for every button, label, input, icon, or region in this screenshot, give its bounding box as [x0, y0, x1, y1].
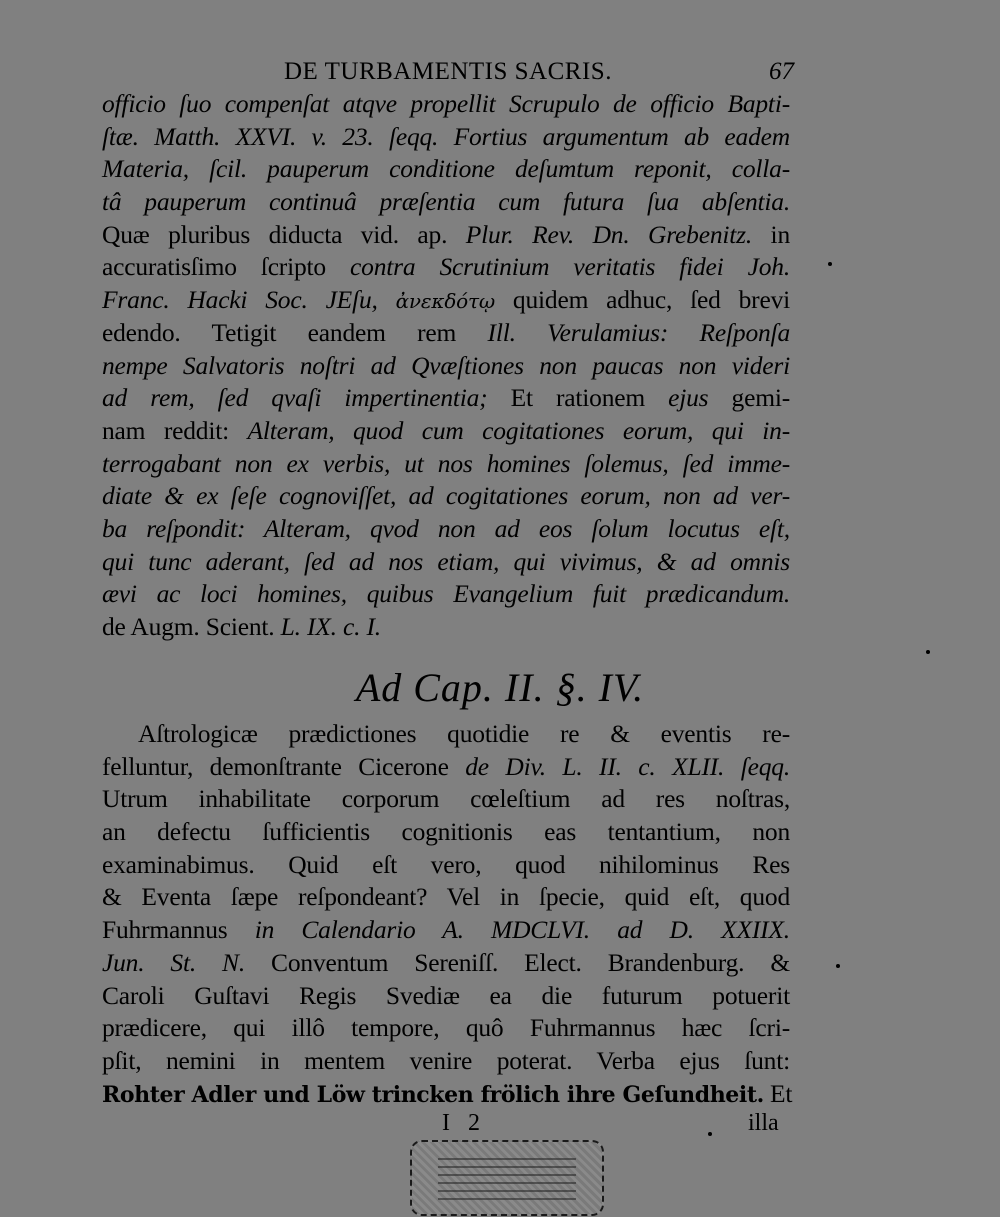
text-run: Plur. Rev. Dn. Grebenitz.: [465, 219, 753, 249]
text-run: nempe Salvatoris noſtri ad Qvæſtiones non paucas non videri: [102, 350, 790, 380]
text-line: [102, 914, 790, 947]
page-number: 67: [769, 58, 794, 85]
text-run: L. IX. c. I.: [280, 612, 381, 641]
text-run: in Calendario A. MDCLVI. ad D. XXIIX.: [254, 915, 790, 945]
text-line: [102, 947, 790, 980]
page-header: [100, 58, 800, 90]
text-line: [102, 448, 790, 481]
text-run: ejus: [668, 383, 709, 413]
section-heading: Ad Cap. II. §. IV.: [355, 665, 645, 710]
text-run: officio ſuo compenſat atqve propellit Scrupulo de officio Bapti-: [102, 89, 790, 118]
text-run: qui tunc aderant, ſed ad nos etiam, qui vivimus, & ad omnis: [102, 546, 790, 576]
text-run: Et rationem: [487, 383, 669, 413]
text-line: [102, 1078, 793, 1111]
text-run: Et: [763, 1078, 793, 1108]
text-run: Jun. St. N.: [102, 947, 246, 977]
text-line: [102, 881, 790, 914]
text-run: in: [752, 219, 790, 249]
text-run: Quæ pluribus diducta vid. ap.: [102, 219, 466, 249]
text-line: [102, 415, 790, 448]
text-line: [102, 480, 790, 513]
ink-speck: [708, 1132, 712, 1136]
text-line: [102, 88, 790, 121]
text-run: Fuhrmannus: [102, 915, 255, 945]
catchword: illa: [748, 1110, 779, 1136]
text-run: gemi-: [708, 383, 790, 413]
text-run: & Eventa ſæpe reſpondeant? Vel in ſpecie, quid eſt, quod: [102, 882, 790, 912]
text-run: pſit, nemini in mentem venire poterat. Verba ejus ſunt:: [102, 1045, 790, 1075]
text-line: [102, 513, 790, 546]
text-run: ἀνεκδότῳ: [395, 289, 495, 314]
text-run: terrogabant non ex verbis, ut nos homines ſolemus, ſed imme-: [102, 448, 790, 478]
ink-speck: [828, 262, 832, 266]
text-run: felluntur, demonſtrante Cicerone: [102, 751, 466, 781]
text-run: ævi ac loci homines, quibus Evangelium fuit prædicandum.: [102, 579, 790, 609]
text-line: [102, 121, 790, 154]
text-line: [102, 186, 790, 219]
text-line: [102, 382, 790, 415]
text-run: ſtæ. Matth. XXVI. v. 23. ſeqq. Fortius argumentum ab eadem: [102, 121, 790, 151]
text-line: [102, 219, 790, 252]
text-run: diate & ex ſeſe cognoviſſet, ad cogitationes eorum, non ad ver-: [102, 481, 790, 511]
text-run: Alteram, quod cum cogitationes eorum, qui in-: [247, 415, 790, 445]
text-line: [102, 980, 790, 1013]
text-line: [102, 317, 790, 350]
ink-speck: [836, 964, 840, 968]
text-line: [102, 816, 790, 849]
text-line: [102, 546, 790, 579]
text-run: prædicere, qui illô tempore, quô Fuhrmannus hæc ſcri-: [102, 1013, 790, 1043]
text-line: [102, 251, 790, 284]
text-run: an defectu ſufficientis cognitionis eas tentantium, non: [102, 817, 790, 847]
library-stamp: [410, 1140, 604, 1216]
text-run: ad rem, ſed qvaſi impertinentia;: [102, 383, 488, 413]
ink-speck: [926, 650, 930, 654]
text-line: [102, 718, 790, 751]
text-run: de Div. L. II. c. XLII. ſeqq.: [465, 751, 790, 781]
paragraph-1: [102, 88, 790, 644]
text-run: Franc. Hacki Soc. JEſu,: [102, 285, 396, 315]
text-run: tâ pauperum continuâ præſentia cum futura ſua abſentia.: [102, 187, 790, 217]
text-run: Ill. Verulamius: Reſponſa: [487, 317, 790, 347]
text-run: ba reſpondit: Alteram, qvod non ad eos ſolum locutus eſt,: [102, 513, 790, 543]
text-line: [102, 1012, 790, 1045]
text-run: Materia, ſcil. pauperum conditione deſumtum reponit, colla-: [102, 154, 790, 184]
text-run: quidem adhuc, ſed brevi: [494, 285, 791, 315]
text-line: [102, 1045, 790, 1078]
text-run: Rohter Adler und Löw trincken frölich ihre Geſundheit.: [102, 1081, 764, 1108]
text-run: contra Scrutinium veritatis fidei Joh.: [350, 252, 790, 282]
text-run: Conventum Sereniſſ. Elect. Brandenburg. &: [245, 947, 790, 977]
text-run: examinabimus. Quid eſt vero, quod nihilominus Res: [102, 849, 790, 879]
text-line: [102, 849, 790, 882]
text-run: nam reddit:: [102, 415, 248, 445]
text-run: Aſtrologicæ prædictiones quotidie re & eventis re-: [138, 719, 790, 748]
text-line: [102, 153, 790, 186]
text-run: de Augm. Scient.: [102, 612, 281, 641]
text-run: Utrum inhabilitate corporum cœleſtium ad res noſtras,: [102, 784, 790, 814]
text-run: accuratisſimo ſcripto: [102, 252, 351, 282]
paragraph-2: [102, 718, 793, 1110]
text-line: [102, 578, 790, 611]
text-line: [102, 611, 790, 644]
stamp-marks: [438, 1154, 576, 1200]
text-line: [102, 783, 790, 816]
signature-mark: I 2: [442, 1110, 486, 1136]
text-line: [102, 350, 790, 383]
text-line: [102, 284, 790, 317]
text-run: Caroli Guſtavi Regis Svediæ ea die futurum potuerit: [102, 980, 790, 1010]
text-run: edendo. Tetigit eandem rem: [102, 317, 488, 347]
text-line: [102, 751, 790, 784]
running-head: DE TURBAMENTIS SACRIS.: [284, 58, 612, 85]
